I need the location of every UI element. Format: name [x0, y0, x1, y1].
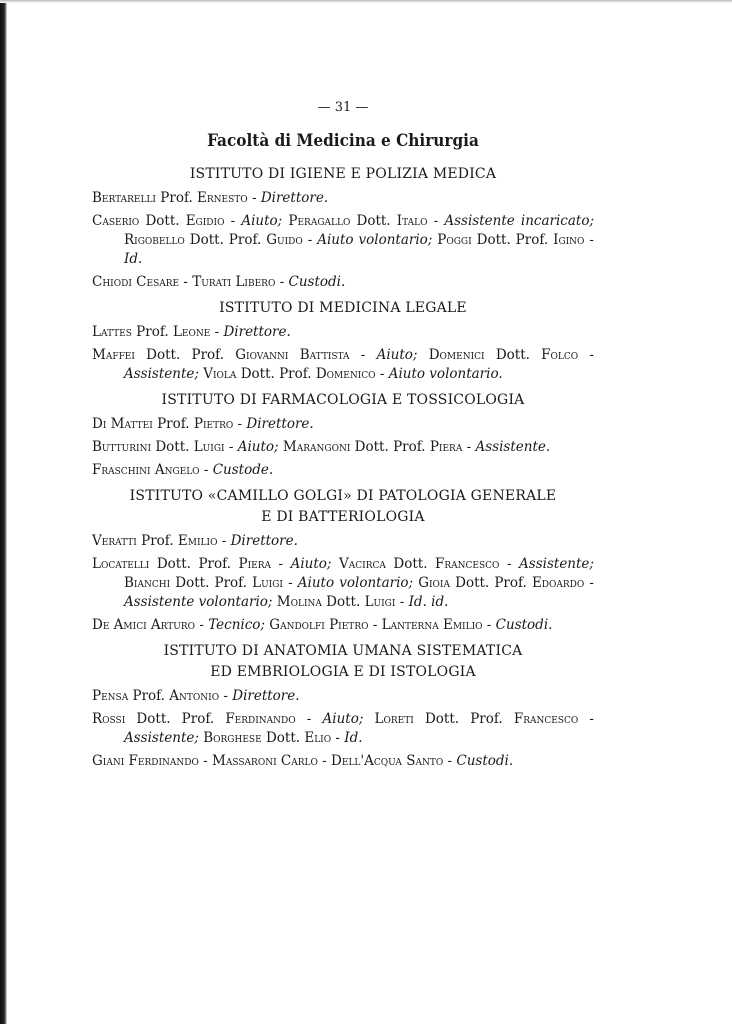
person-name: Elio — [304, 730, 332, 746]
title-text: Dott. Prof. — [413, 711, 514, 727]
staff-entry — [92, 616, 594, 635]
title-text: Prof. — [128, 688, 170, 704]
person-name: Poggi — [437, 232, 472, 248]
person-name: Ferdinando — [225, 711, 296, 727]
title-text: Prof. — [155, 190, 198, 206]
role-label: Aiuto; — [241, 213, 283, 229]
role-label: Direttore. — [246, 416, 314, 432]
role-label: Tecnico; — [208, 617, 265, 633]
role-label: Direttore. — [260, 190, 329, 206]
title-text: - — [282, 575, 298, 591]
role-label: Custode. — [212, 462, 274, 478]
person-name: De Amici Arturo — [92, 617, 196, 633]
title-text: Dott. Prof. — [184, 232, 267, 248]
person-name: Luigi — [252, 575, 283, 591]
staff-entry — [92, 710, 594, 748]
faculty-title: Facoltà di Medicina e Chirurgia — [207, 131, 479, 151]
title-text: - — [578, 711, 594, 727]
person-name: Lanterna Emilio — [381, 617, 483, 633]
role-label: Aiuto; — [237, 439, 279, 455]
staff-entry — [92, 212, 594, 269]
person-name: Leone — [172, 324, 211, 340]
person-name: Gioia — [418, 575, 450, 591]
staff-entry — [92, 323, 594, 342]
staff-entry — [92, 752, 594, 771]
title-text: - — [270, 556, 291, 572]
person-name: Butturini — [92, 439, 152, 455]
title-text: Dott. — [261, 730, 305, 746]
title-text: - — [584, 575, 594, 591]
role-label: Custodi. — [495, 617, 553, 633]
person-name: Vacirca — [339, 556, 386, 572]
title-text: Prof. — [136, 533, 178, 549]
title-text: - — [462, 439, 476, 455]
person-name: Luigi — [193, 439, 225, 455]
title-text: - — [499, 556, 520, 572]
title-text: - — [584, 232, 594, 248]
title-text: - — [219, 688, 233, 704]
title-text: - — [233, 416, 247, 432]
title-text: - — [395, 594, 409, 610]
title-text: - — [247, 190, 261, 206]
person-name: Giani Ferdinando — [92, 753, 199, 769]
person-name: Marangoni — [282, 439, 351, 455]
person-name: Lattes — [92, 324, 132, 340]
title-text: - — [275, 274, 289, 290]
role-label: Aiuto; — [376, 347, 418, 363]
title-text: Dott. Prof. — [170, 575, 253, 591]
title-text: Dott. Prof. — [134, 347, 236, 363]
person-name: Pietro — [193, 416, 234, 432]
title-text — [417, 347, 428, 363]
title-text: - — [349, 347, 377, 363]
title-text — [331, 556, 339, 572]
institute-title: ISTITUTO DI ANATOMIA UMANA SISTEMATICA — [163, 643, 523, 659]
person-name: Piera — [238, 556, 271, 572]
person-name: Dell'Acqua Santo — [331, 753, 444, 769]
role-label: Assistente; — [124, 730, 199, 746]
page-binding-edge — [0, 0, 7, 1024]
role-label: Aiuto volontario; — [317, 232, 433, 248]
institute-section — [92, 164, 594, 292]
person-name: Pensa — [92, 688, 129, 704]
title-text: - — [331, 730, 345, 746]
title-text: Dott. — [139, 213, 186, 229]
title-text: - — [375, 366, 389, 382]
title-text: - — [179, 274, 193, 290]
person-name: Veratti — [92, 533, 137, 549]
title-text: Dott. Prof. — [449, 575, 532, 591]
role-label: Assistente incaricato; — [444, 213, 594, 229]
person-name: Antonio — [169, 688, 220, 704]
person-name: Guido — [266, 232, 303, 248]
person-name: Locatelli — [92, 556, 150, 572]
title-text: - — [578, 347, 594, 363]
institute-section — [92, 641, 594, 771]
title-text: - — [443, 753, 457, 769]
institute-title: ISTITUTO DI IGIENE E POLIZIA MEDICA — [189, 166, 497, 182]
person-name: Folco — [541, 347, 579, 363]
person-name: Italo — [396, 213, 428, 229]
staff-entry — [92, 189, 594, 208]
role-label: Aiuto volontario. — [388, 366, 503, 382]
person-name: Emilio — [177, 533, 218, 549]
title-text: - — [210, 324, 224, 340]
title-text: Prof. — [152, 416, 194, 432]
title-text: Dott. — [385, 556, 436, 572]
institute-section — [92, 298, 594, 384]
institute-section — [92, 486, 594, 635]
person-name: Domenico — [315, 366, 376, 382]
title-text: Dott. — [321, 594, 365, 610]
title-text: - — [302, 232, 318, 248]
person-name: Gandolfi Pietro — [269, 617, 369, 633]
staff-entry — [92, 532, 594, 551]
title-text: - — [217, 533, 231, 549]
title-text: Prof. — [131, 324, 173, 340]
title-text: - — [427, 213, 445, 229]
person-name: Bianchi — [124, 575, 171, 591]
staff-entry — [92, 346, 594, 384]
role-label: Aiuto; — [322, 711, 364, 727]
institutes-list — [92, 164, 594, 771]
title-text: Dott. — [350, 213, 397, 229]
staff-entry — [92, 555, 594, 612]
title-text — [363, 711, 374, 727]
person-name: Borghese — [203, 730, 262, 746]
title-text: - — [295, 711, 323, 727]
title-text: Dott. Prof. — [125, 711, 226, 727]
page-top-edge — [0, 0, 732, 3]
role-label: Direttore. — [230, 533, 298, 549]
page-number: — 31 — — [317, 100, 369, 115]
staff-entry — [92, 273, 594, 292]
role-label: Aiuto volontario; — [297, 575, 414, 591]
staff-entry — [92, 687, 594, 706]
title-text: - — [195, 617, 209, 633]
person-name: Caserio — [92, 213, 140, 229]
title-text: - — [482, 617, 496, 633]
person-name: Francesco — [435, 556, 500, 572]
person-name: Egidio — [185, 213, 225, 229]
title-text: Dott. Prof. — [149, 556, 239, 572]
role-label: Assistente volontario; — [124, 594, 273, 610]
role-label: Id. id. — [408, 594, 449, 610]
title-text: Dott. — [484, 347, 542, 363]
person-name: Chiodi Cesare — [92, 274, 180, 290]
role-label: Assistente. — [475, 439, 551, 455]
role-label: Assistente; — [519, 556, 594, 572]
person-name: Francesco — [513, 711, 579, 727]
institute-title: ISTITUTO «CAMILLO GOLGI» DI PATOLOGIA GENERALE — [129, 488, 557, 504]
person-name: Di Mattei — [92, 416, 153, 432]
role-label: Custodi. — [456, 753, 514, 769]
title-text: - — [224, 439, 238, 455]
role-label: Direttore. — [223, 324, 291, 340]
person-name: Rigobello — [124, 232, 185, 248]
staff-entry — [92, 415, 594, 434]
institute-title: E DI BATTERIOLOGIA — [261, 509, 425, 525]
person-name: Ernesto — [197, 190, 248, 206]
person-name: Molina — [276, 594, 322, 610]
institute-title: ISTITUTO DI FARMACOLOGIA E TOSSICOLOGIA — [161, 392, 525, 408]
title-text: - — [224, 213, 242, 229]
person-name: Fraschini Angelo — [92, 462, 200, 478]
role-label: Custodi. — [288, 274, 346, 290]
staff-entry — [92, 438, 594, 457]
person-name: Rossi — [92, 711, 126, 727]
title-text: Dott. Prof. — [350, 439, 430, 455]
document-page — [92, 100, 594, 775]
person-name: Turati Libero — [192, 274, 276, 290]
title-text: - — [198, 753, 213, 769]
person-name: Maffei — [92, 347, 135, 363]
title-text: - — [199, 462, 213, 478]
person-name: Edoardo — [531, 575, 585, 591]
title-text: - — [368, 617, 382, 633]
title-text: Dott. Prof. — [236, 366, 316, 382]
person-name: Domenici — [428, 347, 485, 363]
person-name: Luigi — [364, 594, 396, 610]
title-text: - — [317, 753, 332, 769]
person-name: Piera — [429, 439, 463, 455]
institute-section — [92, 390, 594, 480]
person-name: Loreti — [374, 711, 414, 727]
staff-entry — [92, 461, 594, 480]
title-text: Dott. Prof. — [471, 232, 554, 248]
role-label: Id. — [124, 251, 143, 267]
person-name: Viola — [203, 366, 237, 382]
person-name: Peragallo — [288, 213, 351, 229]
role-label: Direttore. — [232, 688, 300, 704]
role-label: Assistente; — [124, 366, 199, 382]
person-name: Giovanni Battista — [235, 347, 350, 363]
institute-title: ISTITUTO DI MEDICINA LEGALE — [219, 300, 467, 316]
role-label: Id. — [344, 730, 363, 746]
person-name: Igino — [553, 232, 585, 248]
title-text: Dott. — [151, 439, 194, 455]
role-label: Aiuto; — [290, 556, 332, 572]
person-name: Bertarelli — [92, 190, 156, 206]
person-name: Massaroni Carlo — [212, 753, 318, 769]
institute-title: ED EMBRIOLOGIA E DI ISTOLOGIA — [210, 664, 476, 680]
